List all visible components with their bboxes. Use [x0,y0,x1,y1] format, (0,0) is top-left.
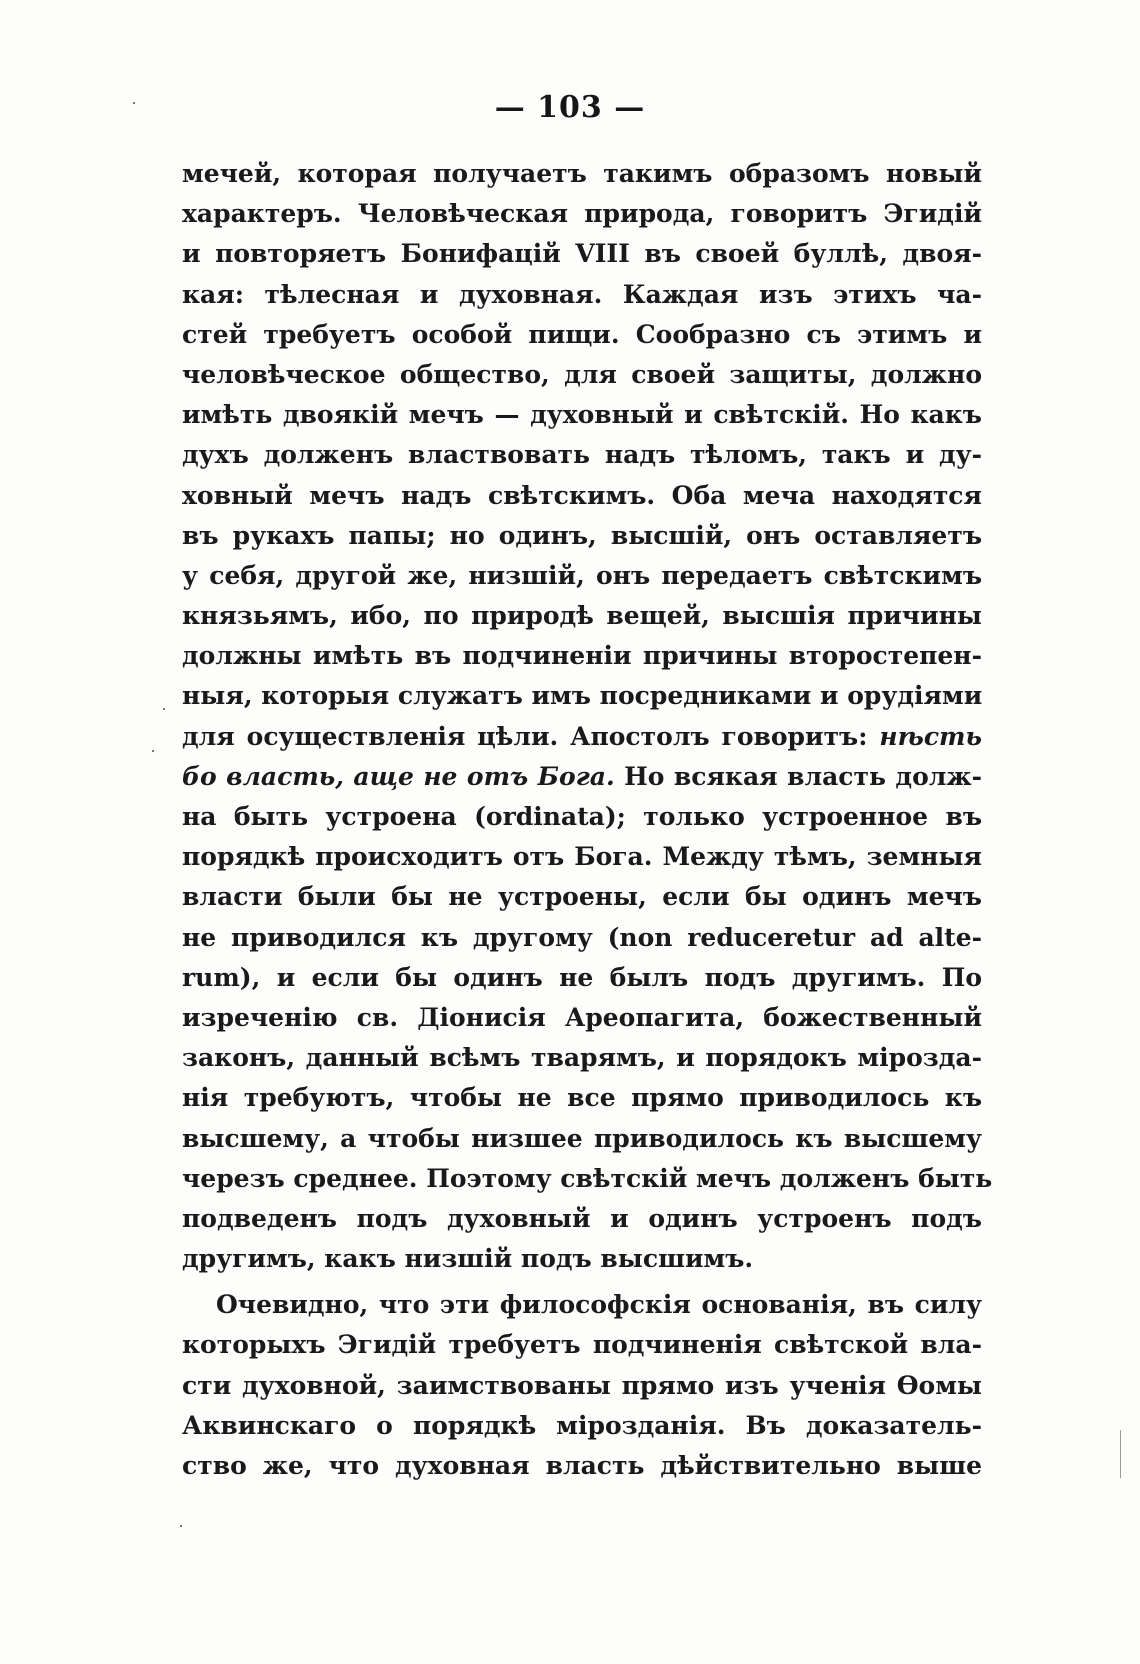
text-line: подведенъ подъ духовный и одинъ устроенъ подъ [182,1203,982,1233]
text-line-apostle [182,717,982,757]
paragraph-last-line: другимъ, какъ низшій подъ высшимъ. [182,1244,754,1274]
text-line: черезъ среднее. Поэтому свѣтскій мечъ долженъ быть [182,1163,993,1193]
scan-speck [163,708,165,710]
text-line: законъ, данный всѣмъ тварямъ, и порядокъ мірозда- [182,1043,982,1073]
text-line: должны имѣть въ подчиненіи причины второстепен- [182,641,982,671]
text-line: кая: тѣлесная и духовная. Каждая изъ этихъ ча- [182,279,982,309]
text-line: духъ долженъ властвовать надъ тѣломъ, такъ и ду- [182,440,982,470]
text-line: характеръ. Человѣческая природа, говоритъ Эгидій [182,199,982,229]
text-italic: нѣсть [879,721,982,751]
text-line: сти духовной, заимствованы прямо изъ ученія Ѳомы [182,1370,982,1400]
text-line: изреченію св. Діонисія Ареопагита, божественный [182,1002,982,1032]
text-line: у себя, другой же, низшій, онъ передаетъ свѣтскимъ [182,560,982,590]
text-line: въ рукахъ папы; но одинъ, высшій, онъ оставляетъ [182,520,982,550]
text-line: и повторяетъ Бонифацій VIII въ своей буллѣ, двоя- [182,239,982,269]
scan-speck [180,1525,182,1527]
text-line: стей требуетъ особой пищи. Сообразно съ этимъ и [182,319,982,349]
text-line: ныя, которыя служатъ имъ посредниками и орудіями [182,681,983,711]
text-line: не приводился къ другому (non reduceretur ad alte- [182,922,982,952]
text-italic: бо власть, аще не отъ Бога. [182,761,615,791]
text-line: власти были бы не устроены, если бы одинъ мечъ [182,882,982,912]
text-line: на быть устроена (ordinata); только устроенное въ [182,802,982,831]
scan-speck [152,750,154,752]
text-line: порядкѣ происходитъ отъ Бога. Между тѣмъ, земныя [182,842,982,872]
text-line: rum), и если бы одинъ не былъ подъ другимъ. По [182,962,982,992]
text-line: князьямъ, ибо, по природѣ вещей, высшія причины [182,601,982,631]
scan-speck [1120,1430,1121,1478]
text-line: нія требуютъ, чтобы не все прямо приводилось къ [182,1083,982,1113]
text-line: ховный мечъ надъ свѣтскимъ. Оба меча находятся [182,480,982,510]
body-text [182,154,993,1486]
text-line: человѣческое общество, для своей защиты, должно [182,359,982,389]
text-line-bog [182,757,982,797]
text-line: ство же, что духовная власть дѣйствительно выше [182,1451,982,1480]
paragraph-first-line: Очевидно, что эти философскія основанія, въ силу [216,1290,982,1320]
text-roman: для осуществленія цѣли. Апостолъ говоритъ: [182,721,880,751]
text-line: высшему, а чтобы низшее приводилось къ высшему [182,1123,982,1153]
text-roman: Но всякая власть долж- [614,761,982,791]
text-line: мечей, которая получаетъ такимъ образомъ новый [182,159,982,188]
text-line: которыхъ Эгидій требуетъ подчиненія свѣтской вла- [182,1330,982,1360]
page-number: — 103 — [494,90,646,125]
scan-speck [133,102,135,104]
text-line: имѣть двоякій мечъ — духовный и свѣтскій. Но какъ [182,400,982,430]
text-line: Аквинскаго о порядкѣ мірозданія. Въ доказатель- [182,1410,982,1440]
